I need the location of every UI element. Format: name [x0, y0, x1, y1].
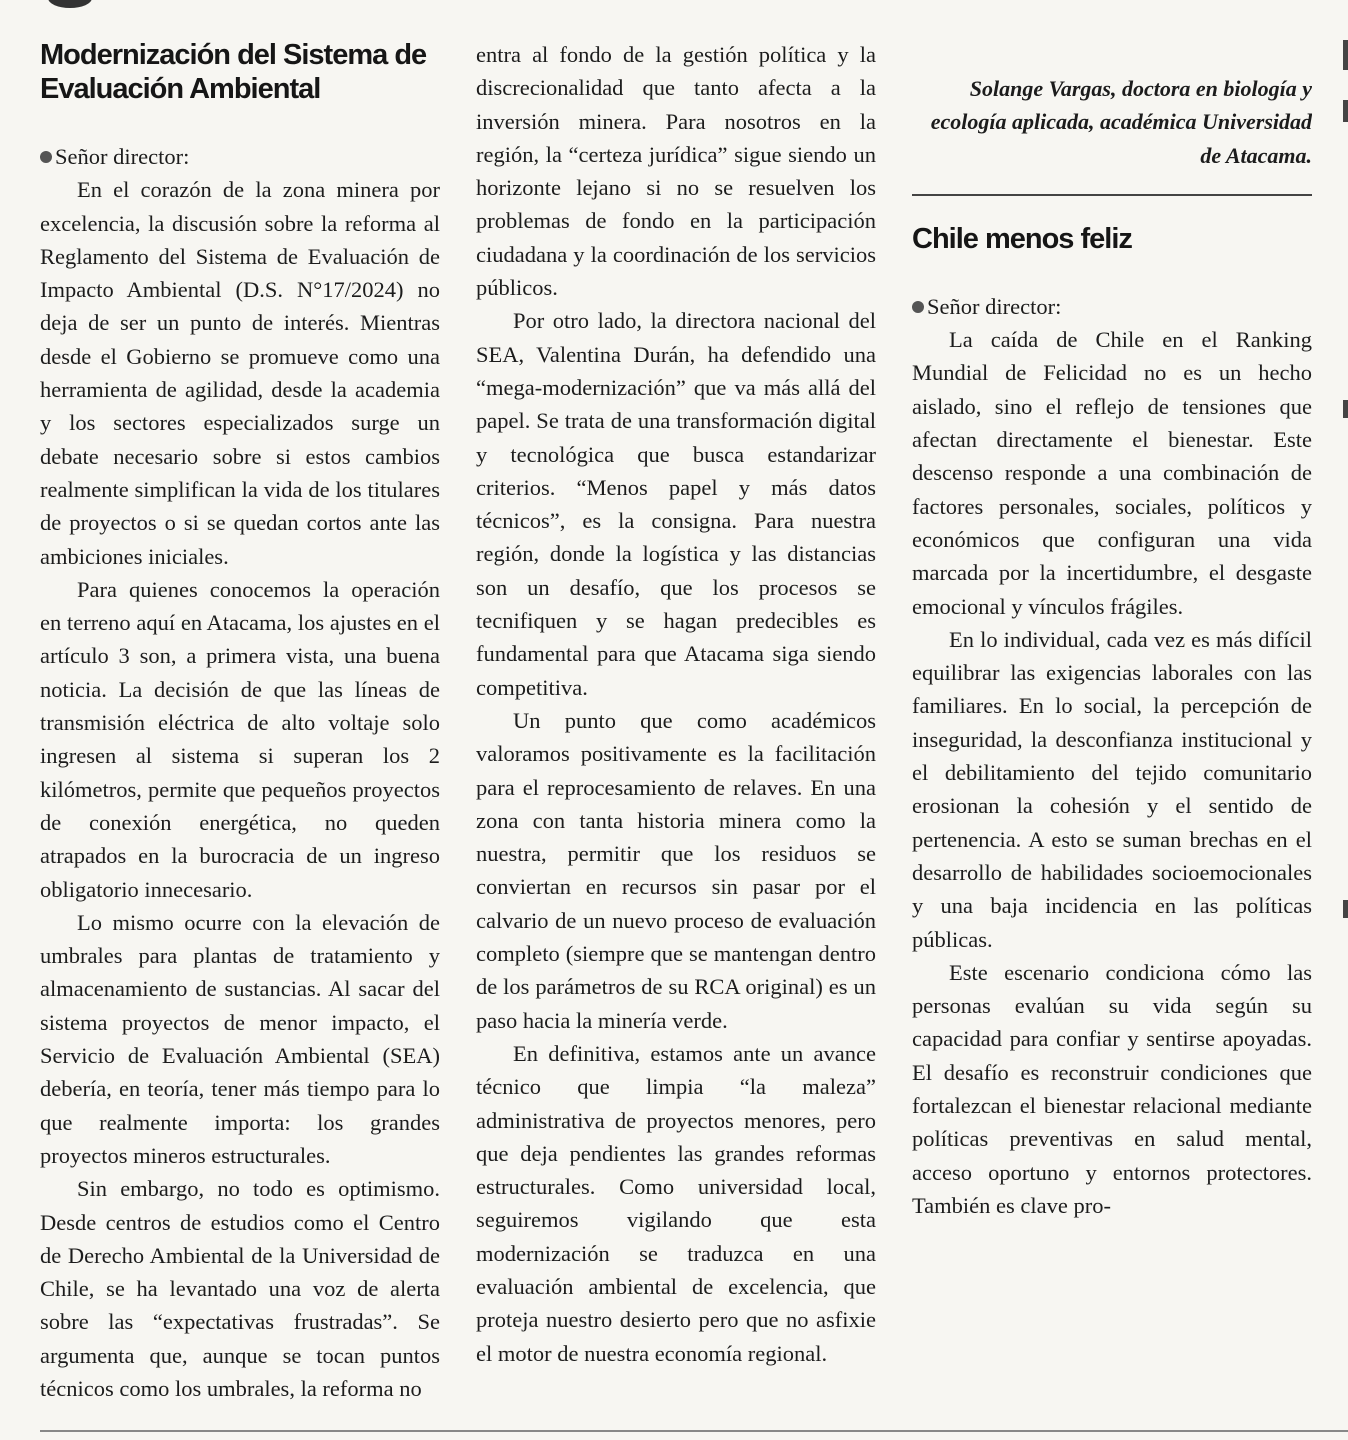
letter-1-salutation [40, 140, 440, 173]
column-1 [40, 38, 440, 1430]
letter-1-paragraph-4-continued: entra al fondo de la gestión política y la discrecionalidad que tanto afecta a la inversión minera. Para nosotros en la región, la “certeza jurídica” sigue siendo un horizonte lejano si no se resuelven los problemas de fondo en la participación ciudadana y la coordinación de los servicios públicos. [476, 42, 876, 301]
letter-1-paragraph-2: Para quienes conocemos la operación en terreno aquí en Atacama, los ajustes en el artículo 3 son, a primera vista, una buena noticia. La decisión de que las líneas de transmisión eléctrica de alto voltaje solo ingresen al sistema si superan los 2 kilómetros, permite que pequeños proyectos de conexión energética, no queden atrapados en la burocracia de un ingreso obligatorio innecesario. [40, 576, 440, 902]
letter-1-signature: Solange Vargas, doctora en biología y ecología aplicada, académica Universidad de Atacama. [930, 76, 1312, 168]
bullet-icon [40, 151, 52, 163]
letter-1-paragraph-6: Un punto que como académicos valoramos positivamente es la facilitación para el reprocesamiento de relaves. En una zona con tanta historia minera como la nuestra, permitir que los residuos se conviertan en recursos sin pasar por el calvario de un nuevo proceso de evaluación completo (siempre que se mantengan dentro de los parámetros de su RCA original) es un paso hacia la minería verde. [476, 707, 876, 1033]
corner-ornament [48, 0, 92, 8]
letter-1-paragraph-1: En el corazón de la zona minera por excelencia, la discusión sobre la reforma al Reglamento del Sistema de Evaluación de Impacto Ambiental (D.S. N°17/2024) no deja de ser un punto de interés. Mientras desde el Gobierno se promueve como una herramienta de agilidad, desde la academia y los sectores especializados surge un debate necesario sobre si estos cambios realmente simplifican la vida de los titulares de proyectos o si se quedan cortos ante las ambiciones iniciales. [40, 177, 440, 569]
letter-2-title: Chile menos feliz [912, 222, 1132, 255]
letter-1-paragraph-3: Lo mismo ocurre con la elevación de umbrales para plantas de tratamiento y almacenamiento de sustancias. Al sacar del sistema proyectos de menor impacto, el Servicio de Evaluación Ambiental (SEA) debería, en teoría, tener más tiempo para lo que realmente importa: los grandes proyectos mineros estructurales. [40, 909, 440, 1168]
letter-2-paragraph-3: Este escenario condiciona cómo las personas evalúan su vida según su capacidad para confiar y sentirse apoyadas. El desafío es reconstruir condiciones que fortalezcan el bienestar relacional mediante políticas preventivas en salud mental, acceso oportuno y entornos protectores. También es clave pro- [912, 959, 1312, 1218]
letter-2-paragraph-2: En lo individual, cada vez es más difícil equilibrar las exigencias laborales con las familiares. En lo social, la percepción de inseguridad, la desconfianza institucional y el debilitamiento del tejido comunitario erosionan la cohesión y el sentido de pertenencia. A esto se suman brechas en el desarrollo de habilidades socioemocionales y una baja incidencia en las políticas públicas. [912, 626, 1312, 952]
edge-mark [1343, 400, 1348, 418]
letter-1-paragraph-7: En definitiva, estamos ante un avance técnico que limpia “la maleza” administrativa de proyectos menores, pero que deja pendientes las grandes reformas estructurales. Como universidad local, seguiremos vigilando que esta modernización se traduzca en una evaluación ambiental de excelencia, que proteja nuestro desierto pero que no asfixie el motor de nuestra economía regional. [476, 1040, 876, 1366]
letter-2-salutation [912, 290, 1312, 323]
column-3 [912, 38, 1312, 1430]
edge-mark [1343, 100, 1348, 122]
letter-1-paragraph-5: Por otro lado, la directora nacional del SEA, Valentina Durán, ha defendido una “mega-modernización” que va más allá del papel. Se trata de una transformación digital y tecnológica que busca estandarizar criterios. “Menos papel y más datos técnicos”, es la consigna. Para nuestra región, donde la logística y las distancias son un desafío, que los procesos se tecnifiquen y se hagan predecibles es fundamental para que Atacama siga siendo competitiva. [476, 308, 876, 700]
bullet-icon [912, 301, 924, 313]
letter-2-paragraph-1: La caída de Chile en el Ranking Mundial de Felicidad no es un hecho aislado, sino el reflejo de tensiones que afectan directamente el bienestar. Este descenso responde a una combinación de factores personales, sociales, políticos y económicos que configuran una vida marcada por la incertidumbre, el desgaste emocional y vínculos frágiles. [912, 327, 1312, 619]
column-2 [476, 38, 876, 1430]
bottom-rule [40, 1430, 1348, 1432]
edge-mark [1343, 900, 1348, 918]
edge-mark [1343, 40, 1348, 70]
salutation-text: Señor director: [927, 293, 1062, 319]
salutation-text: Señor director: [55, 144, 190, 169]
letter-1-title: Modernización del Sistema de Evaluación Ambiental [40, 39, 427, 105]
letter-1-paragraph-4: Sin embargo, no todo es optimismo. Desde centros de estudios como el Centro de Derecho Ambiental de la Universidad de Chile, se ha levantado una voz de alerta sobre las “expectativas frustradas”. Se argumenta que, aunque se tocan puntos técnicos como los umbrales, la reforma no [40, 1176, 440, 1401]
section-divider [912, 194, 1312, 196]
